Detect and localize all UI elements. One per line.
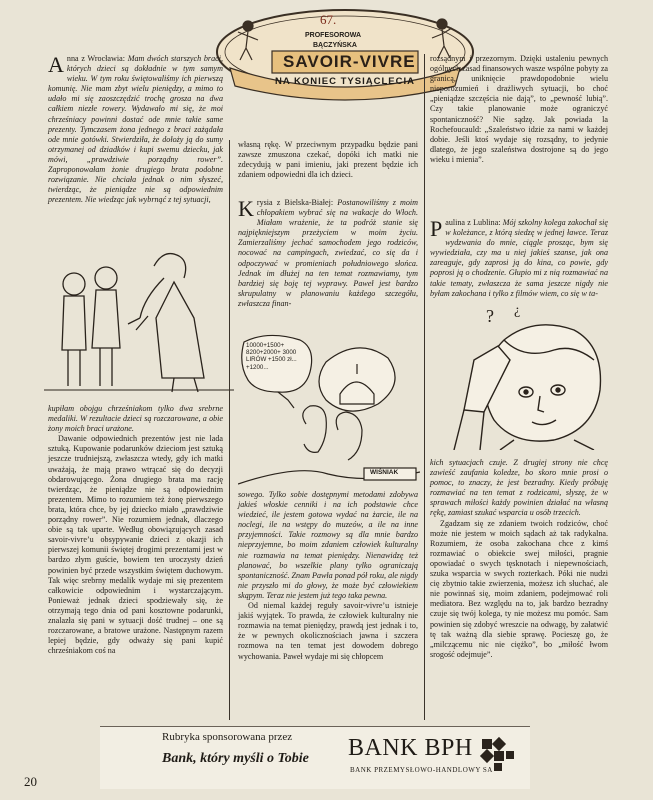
- column-1-letter: [48, 54, 223, 205]
- bank-name: BANK BPH: [348, 735, 473, 761]
- answer-anna-end: własną rękę. W przeciwnym przypadku będzie pani zawsze zmuszona czekać, dopóki ich matki nie zdecydują w pani imieniu, jaki prezent będzie ich zdaniem odpowiedni dla ich dzieci.: [238, 140, 418, 180]
- dropcap-krysia: K: [238, 196, 254, 221]
- sponsor-box: [100, 726, 530, 789]
- column-divider-2: [424, 54, 425, 720]
- letter-text-paulina: Mój szkolny kolega zakochał się w koleżance, z którą siedzę w jednej ławce. Teraz wydzwania do mnie, ciągle prosząc, bym się wywiedziała, czy ma u niej jakieś szanse, jak ona zareaguje, gdy zaprosi ją do kina, co powie, gdy poprosi ją o chodzenie. Głupio mi z nią rozmawiać na takie tematy, zwłaszcza że sama jeszcze nigdy nie byłam zakochana i tylko z filmów wiem, co się w ta-: [430, 218, 608, 298]
- sponsor-label: Rubryka sponsorowana przez: [162, 731, 293, 743]
- letter-cont-paulina: kich sytuacjach czuje. Z drugiej strony nie chcę zawieść zaufania koledze, bo skoro mnie prosi o pomoc, to znaczy, że jest bezradny. Kiedy próbuję rozmawiać na ten temat z rodzicami, słyszę, że w sprawach miłości każdy powinien działać na własną rękę, zamiast szukać wsparcia u osób trzecich.: [430, 458, 608, 518]
- column-3-lower: [430, 458, 608, 660]
- column-3-top: [430, 54, 608, 165]
- answer-anna: Dawanie odpowiednich prezentów jest nie lada sztuką. Kupowanie podarunków dzieciom jest sztuką jeszcze trudniejszą, zwłaszcza wtedy, gdy ich matki uważają, że mają prawo wtrącać się do decyzji obdarowującego. Żona drugiego brata ma rację twierdząc, że pieniądze nie są odpowiednim prezentem. Mimo to rozumiem też żonę pierwszego brata, która chce, by jej dziecko miało „prawdziwie porządny rower”. Nie rozumiem jednak, dlaczego obie są tak uparte. Według obowiązujących zasad savoir-vivre’u obsypywanie dzieci z okazji ich pierwszej komunii świętej drogimi prezentami jest w bardzo złym guście, bowiem ten uroczysty dzień powinien być przede wszystkim świętem duchowym. Tak więc srebrny medalik wydaje mi się prezentem całkowicie odpowiednim i wystarczającym. Ponieważ jednak dzieci spodziewały się, że otrzymają tego dnia od pani kosztowne podarunki, znalazła się pani w sytuacji dość trudnej – one są rozczarowane, a bratowe urażone. Następnym razem lepiej będzie, gdy odważy się pani kupić chrześniakom coś na: [48, 434, 223, 656]
- bank-full-name: BANK PRZEMYSŁOWO-HANDLOWY SA: [350, 766, 493, 774]
- letter-text-krysia-cont: sowego. Tylko sobie dostępnymi metodami zdobywa jakieś włoskie cenniki i na ich podstawie chce wiedzieć, ile jestem gotowa wydać na żarcie, ile na noclegi, ile na wstępy do muzeów, a ile na inne przyjemności. Takie rozmowy są dla mnie bardzo nieprzyjemne, bo moim zdaniem człowiek kulturalny nie rozmawia na temat pieniędzy. Nienawidzę też planować, bo wszelkie plany tylko ograniczają spontaniczność. Znam Pawła ponad pół roku, ale nigdy nie przyszło mi do głowy, że może być człowiekiem skąpym. Teraz nie jestem już tego taka pewna.: [238, 490, 418, 600]
- column-2-lower: [238, 490, 418, 662]
- letter-sender-anna: nna z Wrocławia:: [66, 54, 128, 63]
- answer-krysia: Od niemal każdej reguły savoir-vivre’u istnieje jakiś wyjątek. To prawda, że człowiek kulturalny nie rozmawia na temat pieniędzy, prawdą jest jednak i to, że w pewnych okolicznościach jawna i szczera rozmowa na ten temat jest dowodem dobrego wychowania. Paweł wydaje mi się chłopcem: [238, 601, 418, 661]
- banner-author-line2: BĄCZYŃSKA: [313, 42, 357, 49]
- svg-text:?: ?: [486, 306, 494, 326]
- letter-text-anna: Mam dwóch starszych braci, których dzieci są dokładnie w tym samym wieku. W tym roku świętowaliśmy ich pierwszą komunię. Nie mam zbyt wielu pieniędzy, a mimo to udało mi się zaoszczędzić trochę grosza na dwa całkiem niezłe rowery. Wydawało mi się, że moi chrześniacy powinni dostać ode mnie takie same prezenty. Tymczasem żona jednego z braci zażądała ode mnie gotówki. Stwierdziła, że dołoży ją do sumy otrzymanej od dziadków i kupi swemu dziecku, jak mówi, „prawdziwie porządny rower”. Zaproponowałam żonie drugiego brata podobne rozwiązanie. Nie chciała jednak o nim słyszeć, twierdząc, że pieniądze nie są odpowiednim prezentem. Nie wiedząc jak wybrnąć z tej sytuacji,: [48, 54, 223, 205]
- illustration-girl-phone: [444, 300, 612, 450]
- letter-sender-paulina: aulina z Lublina:: [445, 218, 503, 227]
- column-2-letter: [238, 198, 418, 309]
- dropcap-paulina: P: [430, 216, 443, 241]
- column-1-continued: [48, 404, 223, 656]
- banner-author-line1: PROFESOROWA: [305, 32, 362, 39]
- thought-bubble-sums: 10000+1500+ 8200+2000+ 3000 LIRÓW +1500 zł... +1200...: [246, 342, 297, 371]
- answer-krysia-end: rozsądnym i przezornym. Dzięki ustaleniu pewnych ogólnych zasad finansowych wasze wspólne pobyty za granicą, uniknięcie prawdopodobnie wielu nieporozumień i drażliwych sytuacji, bo choć „pieniądze szczęścia nie dają”, to „pewność lubią”. Czy takie planowanie może ograniczyć spontaniczność? Nie sądzę. Jak powiada la Rochefoucauld: „Szaleństwo idzie za nami w każdej dobie. Jeśli ktoś wydaje się rozsądny, to jedynie dlatego, że jego szaleństwa dostrojone są do jego wieku i mienia”.: [430, 54, 609, 164]
- letter-sender-krysia: rysia z Bielska-Białej:: [256, 198, 338, 207]
- column-2-top: [238, 140, 418, 180]
- page-number: 20: [24, 774, 37, 789]
- banner-number: 67.: [320, 12, 337, 27]
- svg-text:¿: ¿: [514, 303, 521, 318]
- banner-subtitle: NA KONIEC TYSIĄCLECIA: [275, 76, 415, 87]
- banner-title: SAVOIR-VIVRE: [283, 52, 416, 71]
- letter-cont-anna: kupiłam obojgu chrześniakom tylko dwa srebrne medaliki. W rezultacie dzieci są rozczarowane, a obie żony moich braci urażone.: [48, 404, 223, 434]
- bank-logo-icon: [478, 735, 518, 775]
- letter-text-krysia: Postanowiliśmy z moim chłopakiem wybrać się na wakacje do Włoch. Miałam wrażenie, że ta podróż stanie się najpiękniejszym przeżyciem w moim życiu. Zamierzaliśmy jechać samochodem jego rodziców, nocować na campingach, zwiedzać, co się da i odpoczywać w promieniach południowego słońca. Jednak im dłużej na ten temat rozmawiamy, tym bardziej się boję tej wyprawy. Paweł jest bardzo skrupulatny w planowaniu każdego szczegółu, zwłaszcza finan-: [238, 198, 418, 308]
- column-3-letter: [430, 218, 608, 299]
- column-divider-1: [229, 140, 230, 720]
- sponsor-tagline: Bank, który myśli o Tobie: [162, 751, 309, 766]
- answer-paulina: Zgadzam się ze zdaniem twoich rodziców, choć może nie jestem w moich sądach aż tak radykalna. Rozumiem, że osoba zakochana chce z kimś rozmawiać o obiekcie swej miłości, pragnie opowiadać o swych tęsknotach i niepewnościach, szuka wsparcia w swych rozterkach. Póki nie nudzi cię zbytnio takie zwierzenia, możesz ich słuchać, ale nie powinnaś się, moim zdaniem, podejmować roli mediatora. Bez względu na to, jak bardzo bezradny czuje się twój kolega, ty nie możesz mu pomóc. Sam powinien się zdobyć wreszcie na odwagę, by załatwić tę tak ważną dla siebie sprawę. Pocieszę go, że „milczącemu nic nie ciężko”, bo „miłość łwom srogość odejmuje”.: [430, 518, 608, 659]
- illustrator-signature: WIŚNIAK: [370, 469, 399, 476]
- dropcap-anna: A: [48, 52, 64, 77]
- illustration-godmother-boys: [44, 238, 234, 396]
